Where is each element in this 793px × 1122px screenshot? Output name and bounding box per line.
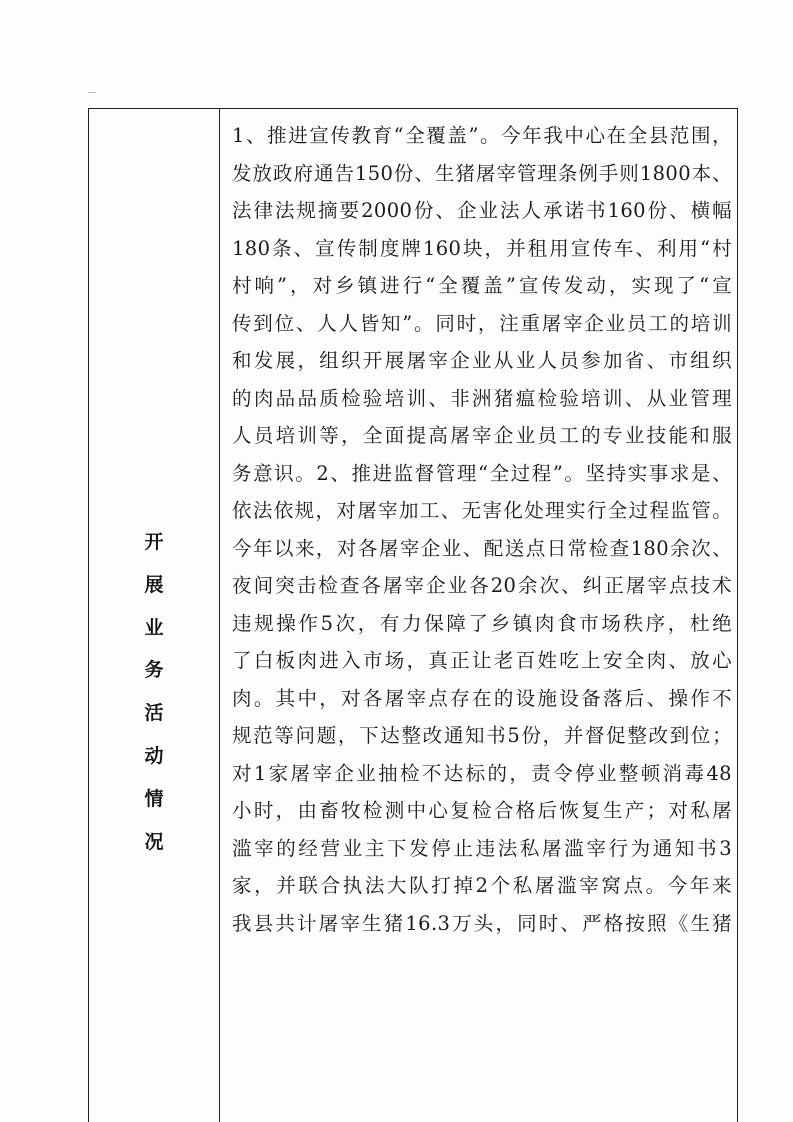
section-label-char: 况 — [144, 830, 164, 853]
scan-mark — [88, 92, 96, 93]
paragraph-line: 小时，由畜牧检测中心复检合格后恢复生产；对私屠 — [232, 799, 732, 822]
section-content-cell — [232, 117, 732, 942]
section-label-char: 情 — [144, 787, 164, 810]
paragraph-line: 人员培训等，全面提高屠宰企业员工的专业技能和服 — [232, 424, 732, 447]
paragraph-line: 肉。其中，对各屠宰点存在的设施设备落后、操作不 — [232, 686, 732, 710]
paragraph-line: 180条、宣传制度牌160块，并租用宣传车、利用“村 — [232, 236, 732, 260]
paragraph-line: 我县共计屠宰生猪16.3万头，同时、严格按照《生猪 — [232, 911, 732, 935]
section-label — [89, 521, 219, 863]
paragraph-line: 的肉品品质检验培训、非洲猪瘟检验培训、从业管理 — [232, 386, 732, 410]
paragraph-line: 今年以来，对各屠宰企业、配送点日常检查180余次、 — [232, 536, 732, 560]
section-label-cell — [89, 109, 219, 1122]
paragraph-line: 传到位、人人皆知”。同时，注重屠宰企业员工的培训 — [232, 311, 732, 335]
column-divider — [219, 109, 220, 1122]
section-label-char: 活 — [144, 702, 164, 725]
section-label-char: 业 — [144, 616, 164, 639]
paragraph-line: 村响”，对乡镇进行“全覆盖”宣传发动，实现了“宣 — [232, 274, 732, 297]
paragraph-line: 发放政府通告150份、生猪屠宰管理条例手则1800本、 — [232, 161, 732, 185]
paragraph-line: 了白板肉进入市场，真正让老百姓吃上安全肉、放心 — [232, 649, 732, 672]
paragraph-line: 规范等问题，下达整改通知书5份，并督促整改到位； — [232, 724, 732, 747]
section-label-char: 开 — [144, 531, 164, 553]
paragraph-line: 和发展，组织开展屠宰企业从业人员参加省、市组织 — [232, 349, 732, 372]
paragraph-line: 依法依规，对屠宰加工、无害化处理实行全过程监管。 — [232, 499, 732, 522]
paragraph-line: 务意识。2、推进监督管理“全过程”。坚持实事求是、 — [232, 461, 732, 485]
paragraph-line: 对1家屠宰企业抽检不达标的，责令停业整顿消毒48 — [232, 761, 732, 785]
section-label-char: 展 — [144, 573, 164, 596]
section-label-char: 动 — [144, 744, 164, 767]
paragraph-line: 滥宰的经营业主下发停止违法私屠滥宰行为通知书3 — [232, 836, 732, 860]
section-label-char: 务 — [144, 659, 164, 682]
form-table — [88, 108, 738, 1122]
paragraph-line: 违规操作5次，有力保障了乡镇肉食市场秩序，杜绝 — [232, 611, 732, 635]
paragraph-line: 夜间突击检查各屠宰企业各20余次、纠正屠宰点技术 — [232, 574, 732, 597]
paragraph-line: 家，并联合执法大队打掉2个私屠滥宰窝点。今年来 — [232, 874, 732, 897]
paragraph-line: 1、推进宣传教育“全覆盖”。今年我中心在全县范围， — [232, 124, 732, 147]
paragraph-line: 法律法规摘要2000份、企业法人承诺书160份、横幅 — [232, 199, 732, 222]
